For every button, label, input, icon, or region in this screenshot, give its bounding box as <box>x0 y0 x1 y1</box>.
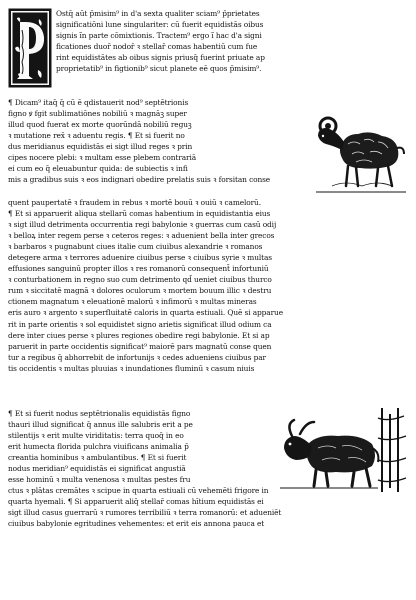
text-line: effusiones sanguinū propter illos ꝛ res romanorū consequent̄ infortuniū <box>8 264 269 274</box>
text-line: cipes nocere plebi: ꝛ multam esse plebem contrariā <box>8 153 197 163</box>
text-line: quarta hyemali. ¶ Si apparuerit aliq̄ stellar̄ comas hītium equidistās ei <box>8 497 264 506</box>
text-line: dus meridianus equidistās ei sigt illud reges ꝛ prin <box>8 142 193 152</box>
text-line: ¶ Et si apparuerit aliqua stellarū comas habentium in equidistantia eius <box>8 209 271 219</box>
text-line: ꝛ conturbationem in regno suo cum detrimento qd̄ ueniet ciuibus thurco <box>8 275 272 285</box>
intro-paragraph <box>56 8 408 74</box>
aries-paragraph <box>8 97 312 185</box>
text-line: ꝛ belloꝝ inter regem perse ꝛ ceteros reges: ꝛ aduenient bella inter grecos <box>8 231 275 241</box>
ram-woodcut-icon <box>312 96 408 196</box>
text-line: ꝛ barbaros ꝛ pugnabunt ciues italie cum ciuibus alexandrie ꝛ romanos <box>8 242 263 252</box>
comets-paragraph <box>8 197 408 374</box>
text-line: rint equidistātes ab oibus signis priusq̄ fuerint priuate ap <box>56 53 265 63</box>
text-line: detegere arma ꝛ terrores aduenire ciuibus perse ꝛ ciuibus syrie ꝛ multas <box>8 253 272 263</box>
text-line: tur a regibus q̄ abhorrebit de infortunijs ꝛ cedes adueniens ciuibus par <box>8 352 266 362</box>
closing-paragraph <box>8 496 408 529</box>
text-line: rit in parte orientis ꝛ sol equidistet signo arietis significat illud odium ca <box>8 319 272 329</box>
text-line: esse hominū ꝛ multa venenosa ꝛ multas pestes fru <box>8 475 191 485</box>
text-line: illud quod fuerat ex morte quorūndā nobiliū reguꝫ <box>8 120 192 130</box>
text-line: ctus ꝛ plātas cremātes ꝛ scipue in quarta estiuali cū vehemēti frigore in <box>8 486 269 496</box>
text-line: ciuibus babylonie egritudines vehementes: et erit eis annona pauca et <box>8 519 265 529</box>
taurus-paragraph <box>8 408 276 496</box>
text-line: paruerit in parte occidentis significat⁹ maiorē pars magnatū conse quen <box>8 341 272 351</box>
text-line: ei cum eo q̄ eleuabuntur quida: de subiectis ꝛ infi <box>8 164 188 174</box>
text-line: erit humecta florida pulchra viuificans animalia p̄ <box>8 442 189 452</box>
text-line: ¶ Et si fuerit nodus septētrionalis equidistās figno <box>8 409 191 418</box>
text-line: tis occidentis ꝛ multas pluuias ꝛ inundationes fluminū ꝛ casum niuis <box>8 363 255 373</box>
text-line: figno ꝟ fgit sublimatiōnes nobiliū ꝛ magnāꝫ super <box>8 109 187 119</box>
text-line: sigt illud casus guerrarū ꝛ rumores terribiliū ꝛ terra romanorū: et adueniēt <box>8 508 282 518</box>
text-line: nodus meridian⁹ equidistās ei significat angustiā <box>8 464 186 474</box>
text-line: dere inter ciues perse ꝛ plures regiones obedire regi babylonie. Et si ap <box>8 330 270 340</box>
decorated-initial-P-icon <box>8 8 52 88</box>
text-line: eris auro ꝛ argento ꝛ superfluitatē caloris in quarta estiuali. Quē si apparue <box>8 308 283 318</box>
text-line: ¶ Dicam⁹ itaq̄ q̄ cū ē qdistauerit nod⁹ septētrionis <box>8 98 189 107</box>
text-line: ctionem magnatum ꝛ eleuationē malorū ꝛ infimorū ꝛ multas mineras <box>8 297 257 307</box>
text-line: ꝛ mutatione rex̄ ꝛ aduentu regis. ¶ Et si fuerit no <box>8 131 185 141</box>
text-line: thauri illud significat q̄ annus ille salubris erit a pe <box>8 420 193 430</box>
text-line: rum ꝛ siccitatē magnā ꝛ dolores oculorum ꝛ mortem bouum illic ꝛ destru <box>8 286 272 296</box>
text-line: stilentijs ꝛ erit multe viriditatis: terra quoq̄ in eo <box>8 431 184 441</box>
text-line: proprietatib⁹ in figtionib⁹ sicut planete eē quos p̄misim⁹. <box>56 64 262 74</box>
text-line: quent paupertatē ꝛ fraudem in rebus ꝛ mortē bouū ꝛ ouiū ꝛ camelorū. <box>8 198 261 207</box>
bull-woodcut-icon <box>278 408 408 492</box>
text-line: ꝛ sigt illud detrimenta occurrentia regi babylonie ꝛ guerras cum casū odij <box>8 220 277 230</box>
text-line: mis a gradibus suis ꝛ eos indignari obedire prelatis suis ꝛ forsitan conse <box>8 175 271 185</box>
text-line: Ostq̄ aūt p̄misim⁹ in d'a sexta qualiter sciam⁹ p̄prietates <box>56 9 260 18</box>
text-line: ficationes duor̄ nodor̄ ꝛ stellar̄ comas habentiū cum fue <box>56 42 258 52</box>
text-line: signis ĩn parte cōmixtionis. Tractem⁹ ergo ĩ hac d'a signi <box>56 31 262 41</box>
text-line: significatiōni lune singulariter: cū fuerit equidistās oibus <box>56 20 264 30</box>
text-line: creantia hominibus ꝛ ambulantibus. ¶ Et si fuerit <box>8 453 187 463</box>
